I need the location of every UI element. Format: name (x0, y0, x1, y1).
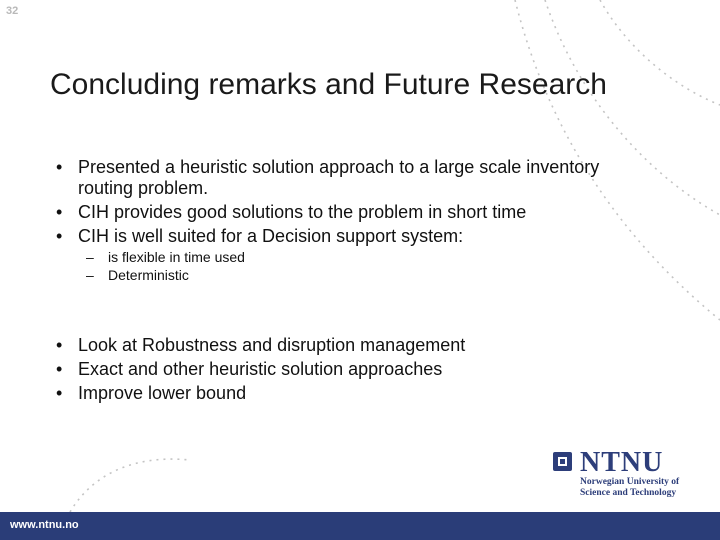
remark-item (56, 226, 608, 247)
ntnu-logo (553, 449, 703, 501)
dash-marker: – (86, 267, 94, 283)
dss-properties-list (86, 248, 245, 284)
future-research-item (56, 383, 608, 404)
bullet-marker: • (56, 383, 63, 403)
bullet-marker: • (56, 202, 63, 222)
sub-point-text: Deterministic (108, 267, 189, 283)
dash-marker: – (86, 249, 94, 265)
slide-title: Concluding remarks and Future Research (50, 68, 607, 101)
logo-university-line: Norwegian University of (580, 477, 680, 487)
bullet-marker: • (56, 359, 63, 379)
remark-item (56, 157, 608, 199)
bullet-marker: • (56, 335, 63, 355)
future-research-text: Exact and other heuristic solution approaches (78, 359, 443, 379)
footer-url: www.ntnu.no (10, 519, 79, 531)
sub-point-item (86, 266, 245, 284)
remark-text: Presented a heuristic solution approach to a large scale inventory routing problem. (78, 157, 600, 198)
slide-number: 32 (6, 5, 19, 17)
logo-science-line: Science and Technology (580, 488, 677, 498)
sub-point-item (86, 248, 245, 266)
sub-point-text: is flexible in time used (108, 249, 245, 265)
future-research-item (56, 359, 608, 380)
future-research-list (56, 335, 608, 407)
remark-item (56, 202, 608, 223)
future-research-text: Look at Robustness and disruption management (78, 335, 466, 355)
ntnu-logo-mark (553, 452, 572, 471)
logo-wordmark: NTNU (580, 447, 664, 478)
bullet-marker: • (56, 157, 63, 177)
remark-text: CIH is well suited for a Decision support system: (78, 226, 464, 246)
remark-text: CIH provides good solutions to the problem in short time (78, 202, 527, 222)
bullet-marker: • (56, 226, 63, 246)
future-research-item (56, 335, 608, 356)
remarks-list (56, 157, 608, 250)
future-research-text: Improve lower bound (78, 383, 247, 403)
footer-bar (0, 512, 720, 540)
